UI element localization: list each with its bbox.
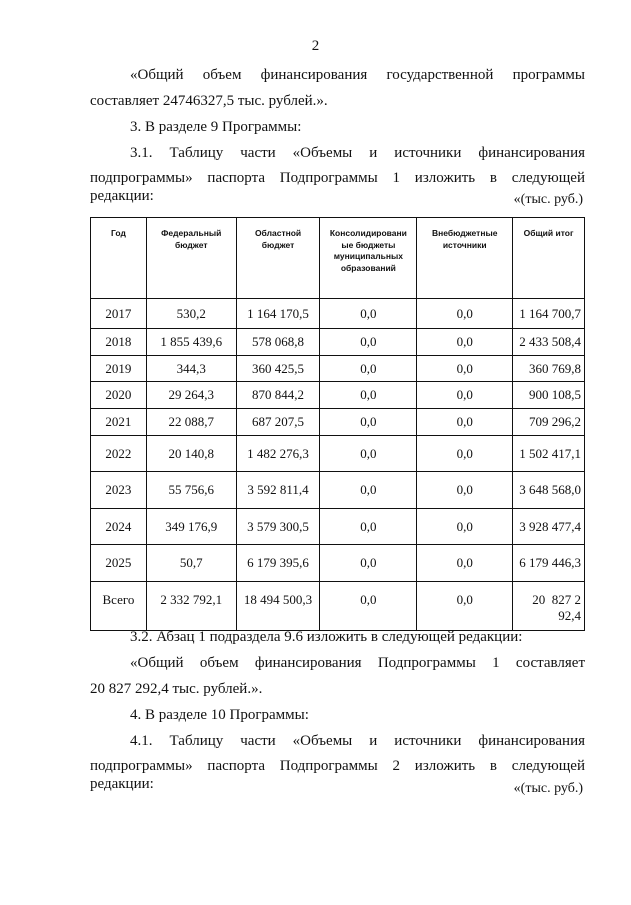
- cell-federal: 20 140,8: [146, 436, 236, 472]
- cell-extra: 0,0: [417, 356, 513, 382]
- header-extra-l2: источники: [442, 239, 487, 250]
- cell-extra: 0,0: [417, 382, 513, 409]
- table-total-row: [91, 582, 585, 631]
- header-consolidated-l3: муниципальных: [333, 251, 404, 261]
- table-row: [91, 509, 585, 545]
- cell-federal: 349 176,9: [146, 509, 236, 545]
- cell-consolidated: 0,0: [320, 582, 417, 631]
- header-consolidated: [320, 218, 417, 299]
- cell-regional: 1 482 276,3: [236, 436, 320, 472]
- cell-total: 2 433 508,4: [513, 329, 585, 356]
- cell-total: 3 928 477,4: [513, 509, 585, 545]
- cell-regional: 6 179 395,6: [236, 545, 320, 582]
- cell-consolidated: 0,0: [320, 299, 417, 329]
- paragraph-4-1-cont: подпрограммы» паспорта Подпрограммы 2 изложить в следующей редакции:: [90, 758, 585, 792]
- paragraph-subprogram-1-total-cont: 20 827 292,4 тыс. рублей.».: [90, 681, 263, 697]
- cell-consolidated: 0,0: [320, 436, 417, 472]
- cell-grand-total: [513, 582, 585, 631]
- cell-consolidated: 0,0: [320, 545, 417, 582]
- cell-federal: 2 332 792,1: [146, 582, 236, 631]
- cell-total: 1 502 417,1: [513, 436, 585, 472]
- header-extra: [417, 218, 513, 299]
- cell-year: 2022: [91, 436, 147, 472]
- paragraph-subprogram-1-total: «Общий объем финансирования Подпрограммы 1 составляет: [130, 655, 585, 671]
- paragraph-total-funding: «Общий объем финансирования государственной программы: [130, 67, 585, 83]
- table-row: [91, 382, 585, 409]
- cell-regional: 360 425,5: [236, 356, 320, 382]
- paragraph-total-funding-cont: составляет 24746327,5 тыс. рублей.».: [90, 93, 328, 109]
- cell-year: 2020: [91, 382, 147, 409]
- cell-regional: 687 207,5: [236, 409, 320, 436]
- funding-table: [90, 217, 585, 631]
- table-row: [91, 329, 585, 356]
- cell-regional: 3 579 300,5: [236, 509, 320, 545]
- cell-extra: 0,0: [417, 436, 513, 472]
- cell-total: 3 648 568,0: [513, 472, 585, 509]
- header-regional-l2: бюджет: [261, 239, 295, 250]
- table-row: [91, 356, 585, 382]
- grand-total-line1: 20 827 2: [532, 592, 581, 607]
- cell-regional: 1 164 170,5: [236, 299, 320, 329]
- cell-consolidated: 0,0: [320, 509, 417, 545]
- cell-year: 2021: [91, 409, 147, 436]
- cell-year: 2024: [91, 509, 147, 545]
- cell-consolidated: 0,0: [320, 329, 417, 356]
- unit-label-2: «(тыс. руб.): [513, 781, 583, 796]
- cell-extra: 0,0: [417, 545, 513, 582]
- cell-federal: 55 756,6: [146, 472, 236, 509]
- cell-total: 360 769,8: [513, 356, 585, 382]
- cell-year: 2018: [91, 329, 147, 356]
- paragraph-3-1: 3.1. Таблицу части «Объемы и источники финансирования: [130, 145, 585, 161]
- cell-year: 2019: [91, 356, 147, 382]
- cell-regional: 870 844,2: [236, 382, 320, 409]
- cell-total: 709 296,2: [513, 409, 585, 436]
- header-consolidated-l2: ые бюджеты: [341, 239, 396, 250]
- paragraph-section-10: 4. В разделе 10 Программы:: [130, 707, 309, 723]
- cell-total-label: Всего: [91, 582, 147, 631]
- cell-extra: 0,0: [417, 472, 513, 509]
- cell-regional: 578 068,8: [236, 329, 320, 356]
- header-year: Год: [91, 218, 147, 299]
- cell-total: 6 179 446,3: [513, 545, 585, 582]
- cell-federal: 22 088,7: [146, 409, 236, 436]
- header-federal-l1: Федеральный: [161, 228, 222, 238]
- table-row: [91, 472, 585, 509]
- cell-extra: 0,0: [417, 409, 513, 436]
- cell-consolidated: 0,0: [320, 382, 417, 409]
- table-row: [91, 299, 585, 329]
- cell-year: 2017: [91, 299, 147, 329]
- cell-federal: 530,2: [146, 299, 236, 329]
- cell-federal: 344,3: [146, 356, 236, 382]
- grand-total-line2: 92,4: [558, 608, 581, 623]
- cell-regional: 18 494 500,3: [236, 582, 320, 631]
- cell-consolidated: 0,0: [320, 356, 417, 382]
- cell-consolidated: 0,0: [320, 409, 417, 436]
- cell-extra: 0,0: [417, 329, 513, 356]
- cell-federal: 1 855 439,6: [146, 329, 236, 356]
- cell-extra: 0,0: [417, 299, 513, 329]
- cell-year: 2023: [91, 472, 147, 509]
- cell-federal: 50,7: [146, 545, 236, 582]
- header-total: Общий итог: [513, 218, 585, 299]
- cell-extra: 0,0: [417, 509, 513, 545]
- cell-total: 900 108,5: [513, 382, 585, 409]
- page-number: 2: [311, 38, 320, 54]
- cell-extra: 0,0: [417, 582, 513, 631]
- paragraph-3-2: 3.2. Абзац 1 подраздела 9.6 изложить в следующей редакции:: [130, 629, 523, 645]
- header-federal: [146, 218, 236, 299]
- header-extra-l1: Внебюджетные: [431, 228, 498, 238]
- paragraph-3-1-cont: подпрограммы» паспорта Подпрограммы 1 изложить в следующей редакции:: [90, 170, 585, 204]
- table-row: [91, 436, 585, 472]
- unit-label: «(тыс. руб.): [513, 192, 583, 207]
- cell-year: 2025: [91, 545, 147, 582]
- header-regional-l1: Областной: [254, 228, 302, 238]
- table-row: [91, 545, 585, 582]
- header-regional: [236, 218, 320, 299]
- header-consolidated-l4: образований: [340, 262, 396, 273]
- cell-total: 1 164 700,7: [513, 299, 585, 329]
- cell-consolidated: 0,0: [320, 472, 417, 509]
- header-consolidated-l1: Консолидировани: [329, 228, 407, 238]
- paragraph-4-1: 4.1. Таблицу части «Объемы и источники финансирования: [130, 733, 585, 749]
- paragraph-section-9: 3. В разделе 9 Программы:: [130, 119, 302, 135]
- table-header-row: [91, 218, 585, 299]
- table-row: [91, 409, 585, 436]
- cell-regional: 3 592 811,4: [236, 472, 320, 509]
- header-federal-l2: бюджет: [175, 239, 208, 250]
- cell-federal: 29 264,3: [146, 382, 236, 409]
